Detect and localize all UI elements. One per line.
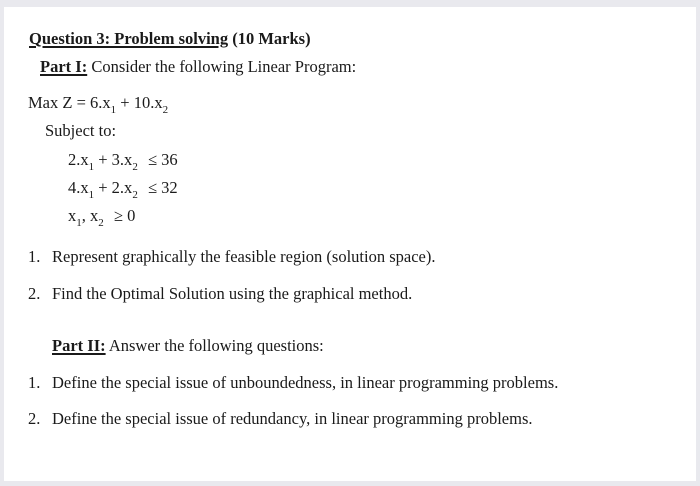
constraint-1-relation: ≤ (147, 150, 157, 169)
document-page (4, 7, 696, 481)
constraint-2-term-1: 4.x (68, 178, 89, 197)
part2-task-2-number: 2. (28, 409, 41, 428)
part2-intro: Answer the following questions: (108, 336, 324, 355)
part2-task-1 (28, 373, 558, 393)
part1-task-2-text: Find the Optimal Solution using the graphical method. (52, 284, 413, 303)
part1-task-1-number: 1. (28, 247, 41, 266)
constraint-1-rhs: 36 (161, 150, 178, 169)
part1-task-2-number: 2. (28, 284, 41, 303)
nonneg-relation: ≥ (113, 206, 123, 225)
constraint-1-term-1: 2.x (68, 150, 89, 169)
part1-label: Part I: (40, 57, 88, 76)
constraint-2-sub-1: 1 (88, 189, 95, 201)
objective-sub-2: 2 (162, 104, 169, 116)
part1-intro: Consider the following Linear Program: (91, 57, 357, 76)
constraint-1-term-2: + 3.x (98, 150, 133, 169)
objective-sub-1: 1 (110, 104, 117, 116)
part1-task-1-text: Represent graphically the feasible region (solution space). (52, 247, 436, 266)
constraint-1 (68, 150, 178, 172)
part1-task-2 (28, 284, 412, 304)
part1-heading (40, 57, 356, 77)
constraint-2-rhs: 32 (161, 178, 178, 197)
subject-to-label: Subject to: (45, 121, 117, 140)
objective-term-1: Max Z = 6.x (28, 93, 111, 112)
part2-task-2 (28, 409, 533, 429)
constraint-2-sub-2: 2 (132, 189, 138, 201)
nonneg-term-2: , x (81, 206, 99, 225)
part2-task-1-number: 1. (28, 373, 41, 392)
question-marks: (10 Marks) (232, 29, 311, 48)
nonneg-term-1: x (68, 206, 77, 225)
part2-label: Part II: (52, 336, 106, 355)
part2-task-2-text: Define the special issue of redundancy, in linear programming problems. (52, 409, 533, 428)
constraint-1-sub-2: 2 (132, 161, 138, 173)
constraint-2-relation: ≤ (147, 178, 157, 197)
question-title (29, 29, 311, 49)
objective-term-2: + 10.x (120, 93, 163, 112)
question-title-underlined: Question 3: Problem solving (29, 29, 229, 48)
constraint-2-term-2: + 2.x (98, 178, 133, 197)
constraint-2 (68, 178, 178, 200)
nonnegativity-constraint (68, 206, 135, 228)
nonneg-sub-1: 1 (76, 217, 82, 229)
part1-task-1 (28, 247, 436, 267)
nonneg-sub-2: 2 (98, 217, 104, 229)
constraint-1-sub-1: 1 (88, 161, 95, 173)
part2-task-1-text: Define the special issue of unboundedness, in linear programming problems. (52, 373, 559, 392)
part2-heading (52, 336, 324, 356)
nonneg-rhs: 0 (127, 206, 136, 225)
objective-function (28, 93, 168, 115)
